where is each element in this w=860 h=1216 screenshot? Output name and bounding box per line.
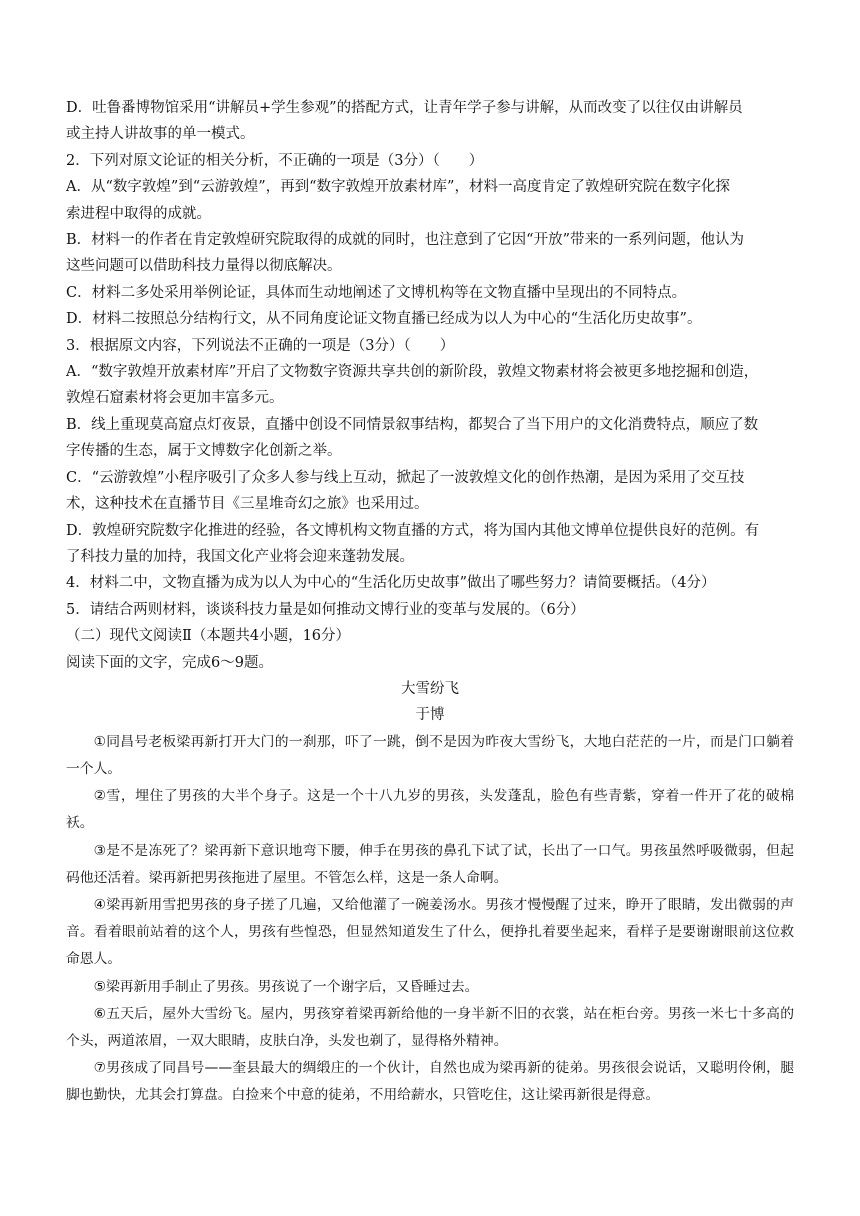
- question-2: [66, 148, 794, 333]
- text-line: 敦煌石窟素材将会更加丰富多元。: [66, 390, 284, 407]
- question-1-option-d: [66, 95, 794, 148]
- text-line: 术，这种技术在直播节目《三星堆奇幻之旅》也采用过。: [66, 496, 429, 513]
- option-a: [66, 174, 794, 227]
- option-d: [66, 518, 794, 571]
- text-line: A．“数字敦煌开放素材库”开启了文物数字资源共享共创的新阶段，敦煌文物素材将会被更多地挖掘和创造，: [66, 364, 759, 381]
- option-c: [66, 280, 794, 306]
- text-line: D．敦煌研究院数字化推进的经验，各文博机构文物直播的方式，将为国内其他文博单位提供良好的范例。有: [66, 522, 760, 539]
- text-line: 字传播的生态，属于文博数字化创新之举。: [66, 443, 342, 460]
- story-paragraph: ①同昌号老板梁再新打开大门的一刹那，吓了一跳，倒不是因为昨夜大雪纷飞，大地白茫茫的一片，而是门口躺着一个人。: [66, 733, 794, 777]
- story-paragraph: ④梁再新用雪把男孩的身子搓了几遍，又给他灌了一碗姜汤水。男孩才慢慢醒了过来，睁开了眼睛，发出微弱的声音。看着眼前站着的这个人，男孩有些惶恐，但显然知道发生了什么，便挣扎着要坐起来，看样子是要谢谢眼前这位救命恩人。: [66, 896, 794, 968]
- option-b: [66, 227, 794, 280]
- option-b: [66, 412, 794, 465]
- story-paragraph: ⑤梁再新用手制止了男孩。男孩说了一个谢字后，又昏睡过去。: [93, 978, 479, 995]
- text-line: C．“云游敦煌”小程序吸引了众多人参与线上互动，掀起了一波敦煌文化的创作热潮，是因为采用了交互技: [66, 469, 745, 486]
- option-c: [66, 465, 794, 518]
- question-stem: 2．下列对原文论证的相关分析，不正确的一项是（3分）（ ）: [66, 152, 484, 169]
- story-author: 于博: [415, 707, 445, 724]
- question-4: 4．材料二中，文物直播为成为以人为中心的“生活化历史故事”做出了哪些努力？请简要概括。（4分）: [66, 575, 716, 592]
- question-3: [66, 333, 794, 571]
- text-line: D．材料二按照总分结构行文，从不同角度论证文物直播已经成为以人为中心的“生活化历史故事”。: [66, 311, 702, 328]
- text-line: B．材料一的作者在肯定敦煌研究院取得的成就的同时，也注意到了它因“开放”带来的一系列问题，他认为: [66, 232, 744, 249]
- text-line: B．线上重现莫高窟点灯夜景，直播中创设不同情景叙事结构，都契合了当下用户的文化消费特点，顺应了数: [66, 416, 759, 433]
- story-paragraph: ⑥五天后，屋外大雪纷飞。屋内，男孩穿着梁再新给他的一身半新不旧的衣裳，站在柜台旁。男孩一米七十多高的个头，两道浓眉，一双大眼睛，皮肤白净，头发也剃了，显得格外精神。: [66, 1005, 794, 1049]
- section-heading: （二）现代文阅读Ⅱ（本题共4小题，16分）: [66, 628, 351, 645]
- text-line: 这些问题可以借助科技力量得以彻底解决。: [66, 258, 342, 275]
- section-instruction: 阅读下面的文字，完成6～9题。: [66, 654, 273, 671]
- question-stem: 3．根据原文内容，下列说法不正确的一项是（3分）（ ）: [66, 337, 455, 354]
- option-a: [66, 359, 794, 412]
- question-5: 5．请结合两则材料，谈谈科技力量是如何推动文博行业的变革与发展的。（6分）: [66, 601, 585, 618]
- story-paragraph: ⑦男孩成了同昌号——奎县最大的绸缎庄的一个伙计，自然也成为梁再新的徒弟。男孩很会说话，又聪明伶俐，腿脚也勤快，尤其会打算盘。白捡来个中意的徒弟，不用给薪水，只管吃住，这让梁再新很是得意。: [66, 1060, 794, 1104]
- text-line: D．吐鲁番博物馆采用“讲解员+学生参观”的搭配方式，让青年学子参与讲解，从而改变了以往仅由讲解员: [66, 100, 743, 116]
- text-line: C．材料二多处采用举例论证，具体而生动地阐述了文博机构等在文物直播中呈现出的不同特点。: [66, 284, 687, 301]
- text-line: A．从“数字敦煌”到“云游敦煌”，再到“数字敦煌开放素材库”，材料一高度肯定了敦煌研究院在数字化探: [66, 179, 730, 196]
- text-line: 索进程中取得的成就。: [66, 205, 211, 222]
- story-body: [66, 729, 794, 1110]
- story-paragraph: ③是不是冻死了？梁再新下意识地弯下腰，伸手在男孩的鼻孔下试了试，长出了一口气。男孩虽然呼吸微弱，但起码他还活着。梁再新把男孩拖进了屋里。不管怎么样，这是一条人命啊。: [66, 842, 794, 886]
- text-line: 或主持人讲故事的单一模式。: [66, 126, 255, 143]
- text-line: 了科技力量的加持，我国文化产业将会迎来蓬勃发展。: [66, 548, 414, 565]
- option-d: [66, 306, 794, 332]
- story-paragraph: ②雪，埋住了男孩的大半个身子。这是一个十八九岁的男孩，头发蓬乱，脸色有些青紫，穿着一件开了花的破棉袄。: [66, 788, 794, 832]
- story-title: 大雪纷飞: [401, 680, 459, 697]
